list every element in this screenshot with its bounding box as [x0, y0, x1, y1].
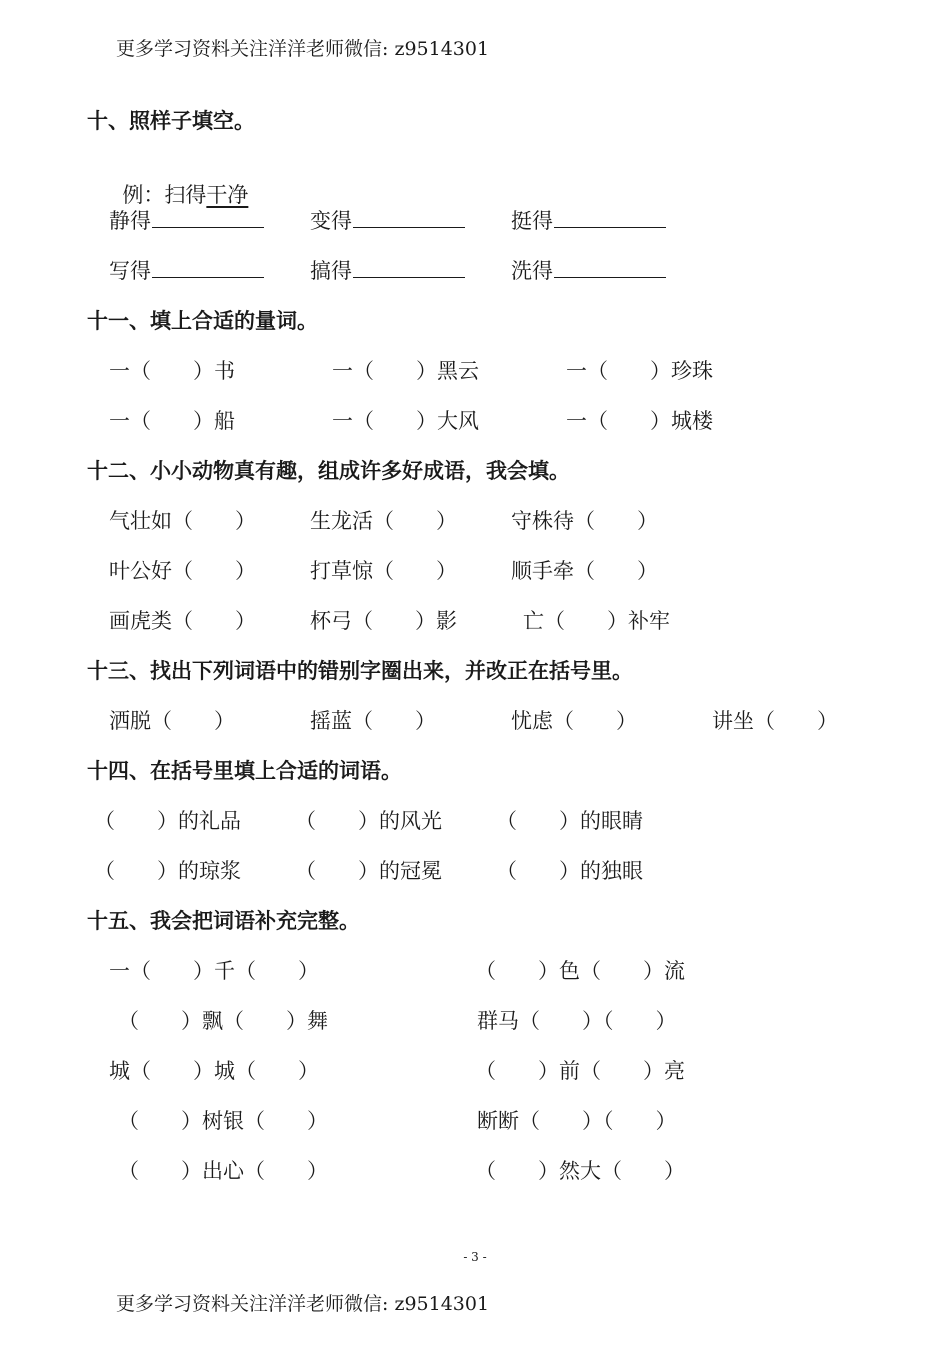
idiom-item: 守株待（ ）	[511, 509, 658, 533]
measure-word-item: 一（ ）大风	[332, 409, 479, 433]
example-prefix: 例：扫得	[122, 183, 207, 207]
measure-word-item: 一（ ）珍珠	[566, 359, 713, 383]
fill-item: 写得	[109, 255, 264, 285]
typo-item: 摇蓝（ ）	[310, 709, 436, 733]
fill-item: 变得	[310, 205, 465, 235]
completion-item: 城（ ）城（ ）	[109, 1059, 319, 1083]
measure-word-item: 一（ ）船	[109, 409, 235, 433]
typo-item: 忧虑（ ）	[511, 709, 637, 733]
completion-item: 一（ ）千（ ）	[109, 959, 319, 983]
answer-blank[interactable]	[554, 276, 666, 278]
completion-item: （ ）前（ ）亮	[475, 1059, 685, 1083]
idiom-item: 杯弓（ ）影	[310, 609, 457, 633]
phrase-item: （ ）的独眼	[496, 859, 643, 883]
fill-item: 挺得	[511, 205, 666, 235]
typo-item: 洒脱（ ）	[109, 709, 235, 733]
section-15-title: 十五、我会把词语补充完整。	[87, 908, 360, 933]
phrase-item: （ ）的眼睛	[496, 809, 643, 833]
answer-blank[interactable]	[554, 226, 666, 228]
measure-word-item: 一（ ）书	[109, 359, 235, 383]
measure-word-item: 一（ ）城楼	[566, 409, 713, 433]
answer-blank[interactable]	[353, 276, 465, 278]
idiom-item: 画虎类（ ）	[109, 609, 256, 633]
completion-item: 群马（ ）（ ）	[477, 1009, 677, 1033]
completion-item: 断断（ ）（ ）	[477, 1109, 677, 1133]
answer-blank[interactable]	[152, 226, 264, 228]
idiom-item: 叶公好（ ）	[109, 559, 256, 583]
completion-item: （ ）出心（ ）	[118, 1159, 328, 1183]
typo-item: 讲坐（ ）	[712, 709, 838, 733]
example-answer: 干净	[206, 183, 249, 207]
fill-item: 搞得	[310, 255, 465, 285]
measure-word-item: 一（ ）黑云	[332, 359, 479, 383]
phrase-item: （ ）的冠冕	[295, 859, 442, 883]
header-note: 更多学习资料关注洋洋老师微信: z9514301	[116, 38, 490, 60]
section-12-title: 十二、小小动物真有趣，组成许多好成语，我会填。	[87, 458, 570, 483]
idiom-item: 亡（ ）补牢	[523, 609, 670, 633]
phrase-item: （ ）的琼浆	[94, 859, 241, 883]
section-13-title: 十三、找出下列词语中的错别字圈出来，并改正在括号里。	[87, 658, 633, 683]
section-11-title: 十一、填上合适的量词。	[87, 308, 318, 333]
footer-note: 更多学习资料关注洋洋老师微信: z9514301	[116, 1293, 490, 1315]
idiom-item: 顺手牵（ ）	[511, 559, 658, 583]
phrase-item: （ ）的礼品	[94, 809, 241, 833]
phrase-item: （ ）的风光	[295, 809, 442, 833]
idiom-item: 打草惊（ ）	[310, 559, 457, 583]
fill-item: 洗得	[511, 255, 666, 285]
section-10-example	[109, 155, 248, 209]
idiom-item: 生龙活（ ）	[310, 509, 457, 533]
completion-item: （ ）飘（ ）舞	[118, 1009, 328, 1033]
page-number: - 3 -	[463, 1250, 487, 1264]
fill-item: 静得	[109, 205, 264, 235]
answer-blank[interactable]	[353, 226, 465, 228]
answer-blank[interactable]	[152, 276, 264, 278]
completion-item: （ ）树银（ ）	[118, 1109, 328, 1133]
section-10-title: 十、照样子填空。	[87, 108, 255, 133]
section-14-title: 十四、在括号里填上合适的词语。	[87, 758, 402, 783]
completion-item: （ ）色（ ）流	[475, 959, 685, 983]
idiom-item: 气壮如（ ）	[109, 509, 256, 533]
completion-item: （ ）然大（ ）	[475, 1159, 685, 1183]
